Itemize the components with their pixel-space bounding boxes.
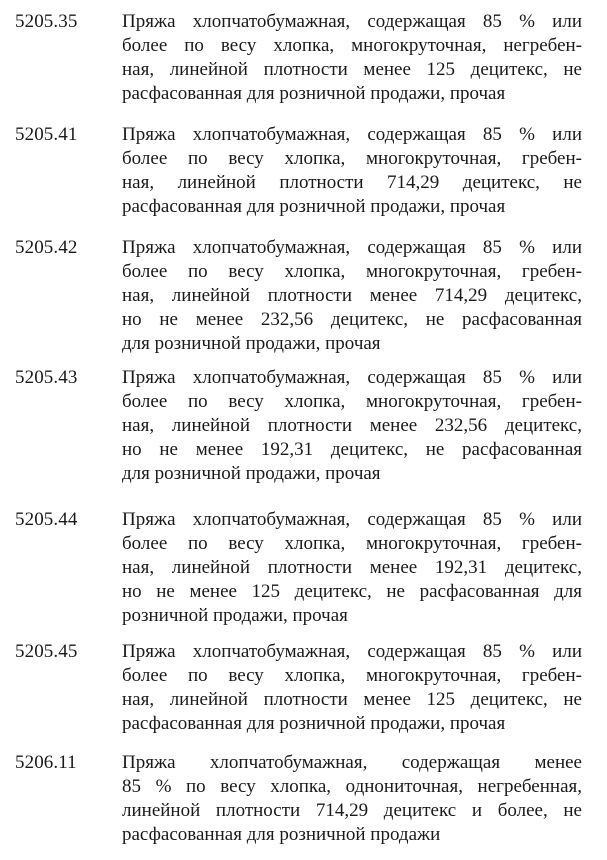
entry-code: 5205.42 <box>15 237 78 258</box>
entry-description <box>122 366 582 486</box>
description-line: более по весу хлопка, многокруточная, гребен- <box>122 533 582 554</box>
description-line: но не менее 125 децитекс, не расфасованная для <box>122 581 582 602</box>
entry-code: 5205.41 <box>15 124 78 145</box>
description-line: расфасованная для розничной продажи, прочая <box>122 196 506 217</box>
description-line: Пряжа хлопчатобумажная, содержащая 85 % или <box>122 11 582 32</box>
description-line: более по весу хлопка, многокруточная, гребен- <box>122 148 582 169</box>
description-line: ная, линейной плотности менее 125 децитекс, не <box>122 689 582 710</box>
entry-code: 5205.35 <box>15 11 78 32</box>
description-line: более по весу хлопка, многокруточная, гребен- <box>122 391 582 412</box>
description-line: ная, линейной плотности 714,29 децитекс, не <box>122 172 582 193</box>
description-line: ная, линейной плотности менее 232,56 децитекс, <box>122 415 582 436</box>
description-line: Пряжа хлопчатобумажная, содержащая 85 % или <box>122 509 582 530</box>
description-line: Пряжа хлопчатобумажная, содержащая 85 % или <box>122 124 582 145</box>
description-line: для розничной продажи, прочая <box>122 333 381 354</box>
entry-description <box>122 236 582 356</box>
description-line: Пряжа хлопчатобумажная, содержащая 85 % или <box>122 237 582 258</box>
description-line: линейной плотности 714,29 децитекс и более, не <box>122 800 582 821</box>
description-line: более по весу хлопка, многокруточная, гребен- <box>122 665 582 686</box>
entry-description <box>122 640 582 736</box>
description-line: ная, линейной плотности менее 125 децитекс, не <box>122 59 582 80</box>
entry-code: 5205.44 <box>15 509 78 530</box>
entry-code: 5205.45 <box>15 641 78 662</box>
description-line: розничной продажи, прочая <box>122 605 348 626</box>
description-line: для розничной продажи, прочая <box>122 463 381 484</box>
entry-code: 5205.43 <box>15 367 78 388</box>
description-line: Пряжа хлопчатобумажная, содержащая менее <box>122 752 582 773</box>
description-line: расфасованная для розничной продажи, прочая <box>122 83 506 104</box>
entry-description <box>122 508 582 628</box>
description-line: но не менее 192,31 децитекс, не расфасованная <box>122 439 582 460</box>
description-line: более по весу хлопка, многокруточная, негребен- <box>122 35 582 56</box>
description-line: расфасованная для розничной продажи <box>122 824 441 845</box>
description-line: 85 % по весу хлопка, однониточная, негребенная, <box>122 776 582 797</box>
description-line: ная, линейной плотности менее 192,31 децитекс, <box>122 557 582 578</box>
entry-description <box>122 123 582 219</box>
entry-description <box>122 751 582 847</box>
description-line: Пряжа хлопчатобумажная, содержащая 85 % или <box>122 641 582 662</box>
description-line: но не менее 232,56 децитекс, не расфасованная <box>122 309 582 330</box>
entry-code: 5206.11 <box>15 752 77 773</box>
description-line: Пряжа хлопчатобумажная, содержащая 85 % или <box>122 367 582 388</box>
entry-description <box>122 10 582 106</box>
description-line: ная, линейной плотности менее 714,29 децитекс, <box>122 285 582 306</box>
description-line: расфасованная для розничной продажи, прочая <box>122 713 506 734</box>
description-line: более по весу хлопка, многокруточная, гребен- <box>122 261 582 282</box>
